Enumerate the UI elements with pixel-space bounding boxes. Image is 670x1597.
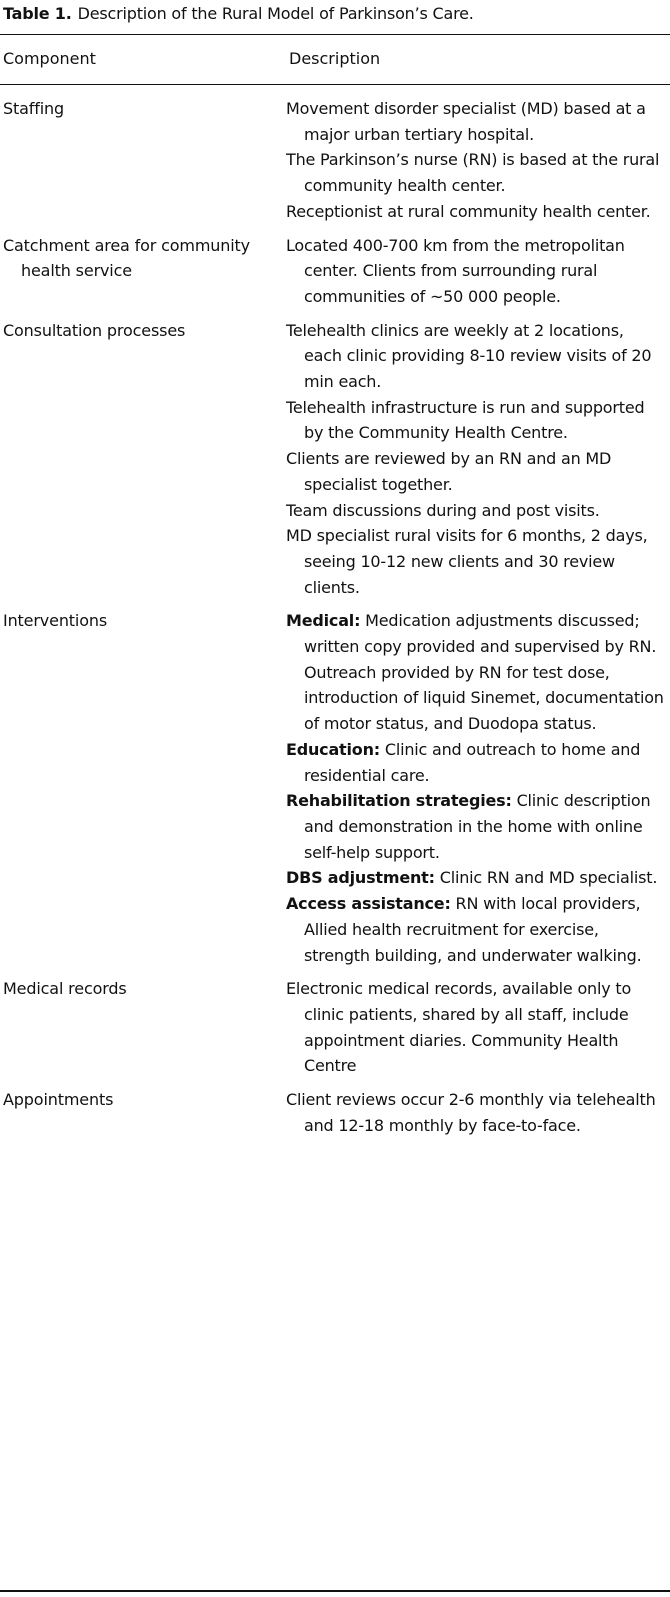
description-text: Client reviews occur 2-6 monthly via telehealth and 12-18 monthly by face-to-face. bbox=[286, 1090, 656, 1135]
description-text: Clinic and outreach to home and residential care. bbox=[304, 739, 641, 785]
table-row bbox=[3, 233, 670, 310]
table-caption bbox=[3, 3, 474, 25]
header-rule bbox=[0, 84, 670, 85]
description-cell bbox=[286, 976, 666, 1079]
component-cell: Staffing bbox=[3, 99, 65, 118]
description-cell bbox=[286, 318, 666, 601]
description-text: Clinic RN and MD specialist. bbox=[439, 868, 658, 888]
description-paragraph bbox=[286, 233, 666, 310]
description-lead: Rehabilitation strategies: bbox=[286, 791, 512, 811]
description-cell bbox=[286, 233, 666, 310]
description-paragraph bbox=[286, 147, 666, 198]
description-paragraph bbox=[286, 96, 666, 147]
description-lead: Access assistance: bbox=[286, 894, 451, 914]
table-row bbox=[3, 1087, 670, 1138]
description-paragraph bbox=[286, 891, 666, 968]
table-row bbox=[3, 976, 670, 1079]
description-lead: Education: bbox=[286, 739, 380, 759]
description-paragraph bbox=[286, 199, 666, 225]
description-paragraph bbox=[286, 446, 666, 497]
description-text: MD specialist rural visits for 6 months, 2 days, seeing 10-12 new clients and 30 review clients. bbox=[286, 526, 648, 597]
description-text: The Parkinson’s nurse (RN) is based at the rural community health center. bbox=[286, 150, 660, 196]
component-cell: Catchment area for community health service bbox=[3, 235, 250, 281]
description-paragraph bbox=[286, 523, 666, 600]
description-text: Medication adjustments discussed; written copy provided and supervised by RN. Outreach provided by RN for test dose, introduction of liquid Sinemet, documentation of motor status, and Duodopa status. bbox=[304, 611, 664, 734]
description-cell bbox=[286, 608, 666, 968]
description-paragraph bbox=[286, 608, 666, 737]
description-text: Team discussions during and post visits. bbox=[286, 500, 600, 520]
description-text: Movement disorder specialist (MD) based at a major urban tertiary hospital. bbox=[286, 99, 646, 144]
table-row bbox=[3, 318, 670, 601]
description-paragraph bbox=[286, 1087, 666, 1138]
description-text: Clients are reviewed by an RN and an MD specialist together. bbox=[286, 449, 612, 494]
component-cell: Interventions bbox=[3, 611, 108, 631]
top-rule bbox=[0, 34, 670, 35]
table-title: Description of the Rural Model of Parkinson’s Care. bbox=[77, 4, 474, 23]
description-text: Clinic description and demonstration in the home with online self-help support. bbox=[304, 791, 651, 862]
table-row bbox=[3, 96, 670, 225]
description-paragraph bbox=[286, 788, 666, 865]
table-body bbox=[3, 96, 670, 1146]
description-text: Located 400-700 km from the metropolitan center. Clients from surrounding rural communities of ~50 000 people. bbox=[286, 235, 625, 306]
header-component: Component bbox=[3, 49, 96, 68]
table-row bbox=[3, 608, 670, 968]
description-lead: Medical: bbox=[286, 611, 361, 631]
description-text: Telehealth infrastructure is run and supported by the Community Health Centre. bbox=[286, 397, 645, 443]
description-paragraph bbox=[286, 498, 666, 524]
description-paragraph bbox=[286, 737, 666, 788]
description-lead: DBS adjustment: bbox=[286, 868, 435, 888]
description-text: Receptionist at rural community health center. bbox=[286, 201, 651, 221]
header-description: Description bbox=[289, 49, 381, 68]
description-paragraph bbox=[286, 976, 666, 1079]
description-text: RN with local providers, Allied health recruitment for exercise, strength building, and underwater walking. bbox=[304, 894, 642, 965]
description-paragraph bbox=[286, 865, 666, 891]
component-cell: Consultation processes bbox=[3, 320, 186, 340]
description-text: Telehealth clinics are weekly at 2 locations, each clinic providing 8-10 review visits of 20 min each. bbox=[286, 320, 652, 392]
component-cell: Appointments bbox=[3, 1090, 114, 1110]
description-paragraph bbox=[286, 395, 666, 446]
description-paragraph bbox=[286, 318, 666, 395]
component-cell: Medical records bbox=[3, 979, 127, 999]
description-cell bbox=[286, 1087, 666, 1138]
description-cell bbox=[286, 96, 666, 225]
description-text: Electronic medical records, available only to clinic patients, shared by all staff, include appointment diaries. Community Health Centre bbox=[286, 979, 632, 1076]
bottom-rule bbox=[0, 1590, 670, 1592]
table-number: Table 1. bbox=[3, 4, 72, 23]
